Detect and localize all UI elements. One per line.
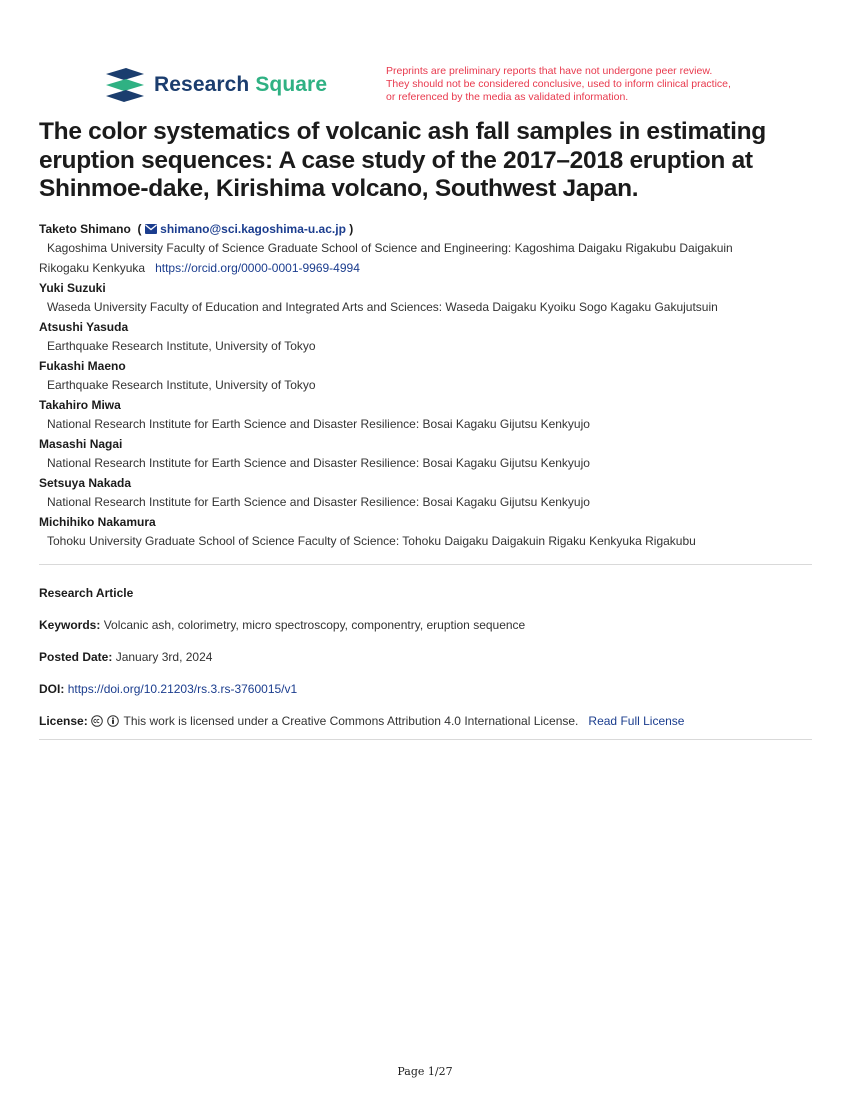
logo-wordmark [154,73,327,97]
preprint-disclaimer [386,65,786,104]
disclaimer-line: Preprints are preliminary reports that have not undergone peer review. [386,65,713,77]
license-text: This work is licensed under a Creative Commons Attribution 4.0 International License. [123,714,579,728]
author-affiliation: Earthquake Research Institute, University of Tokyo [47,378,316,392]
creative-commons-icon [91,715,103,727]
license-row [39,714,819,728]
author-entry [39,356,819,395]
author-email-link[interactable] [145,222,346,236]
doi-row [39,682,819,696]
posted-date-value: January 3rd, 2024 [115,650,213,664]
affiliation-line: Rikogaku Kenkyuka [39,260,146,275]
author-name: Setsuya Nakada [39,476,132,490]
keywords-value: Volcanic ash, colorimetry, micro spectroscopy, componentry, eruption sequence [103,618,526,632]
license-label: License: [39,714,88,728]
posted-date-row [39,650,819,664]
author-affiliation: Earthquake Research Institute, University of Tokyo [47,339,316,353]
author-name: Takahiro Miwa [39,398,121,412]
article-type-label: Research Article [39,586,134,600]
logo-word-research: Research [154,73,250,96]
read-full-license-link[interactable]: Read Full License [588,714,685,728]
disclaimer-line: They should not be considered conclusive, used to inform clinical practice, [386,78,731,90]
author-entry [39,512,819,551]
author-entry [39,395,819,434]
page-number: Page 1/27 [397,1065,453,1078]
author-name: Taketo Shimano [39,222,131,236]
doi-label: DOI: [39,682,65,696]
disclaimer-line: or referenced by the media as validated information. [386,91,629,103]
author-email: shimano@sci.kagoshima-u.ac.jp [160,222,346,236]
author-name: Michihiko Nakamura [39,515,156,529]
author-list [39,219,819,551]
research-square-logo[interactable] [104,68,327,102]
author-name: Masashi Nagai [39,437,123,451]
affiliation-line: Kagoshima University Faculty of Science Graduate School of Science and Engineering: Kagoshima Daigaku Rigakubu Daigakuin [47,241,733,255]
author-name: Yuki Suzuki [39,281,106,295]
author-entry [39,317,819,356]
author-name: Fukashi Maeno [39,359,126,373]
attribution-icon [107,715,119,727]
author-entry [39,434,819,473]
author-affiliation: National Research Institute for Earth Science and Disaster Resilience: Bosai Kagaku Gijutsu Kenkyujo [47,495,590,509]
paper-title: The color systematics of volcanic ash fall samples in estimating eruption sequences: A case study of the 2017–2018 eruption at Shinmoe-dake, Kirishima volcano, Southwest Japan. [39,118,766,202]
author-entry [39,219,819,278]
keywords-label: Keywords: [39,618,101,632]
article-type [39,586,819,600]
affiliation-line-cont [39,259,819,279]
author-affiliation: Waseda University Faculty of Education and Integrated Arts and Sciences: Waseda Daigaku Kyoiku Sogo Kagaku Gakujutsuin [47,300,718,314]
author-affiliation [39,239,819,278]
author-affiliation: Tohoku University Graduate School of Science Faculty of Science: Tohoku Daigaku Daigakuin Rigaku Kenkyuka Rigakubu [47,534,696,548]
orcid-link[interactable]: https://orcid.org/0000-0001-9969-4994 [155,260,360,275]
research-square-logo-icon [104,68,146,102]
author-name-line: Taketo Shimano ( shimano@sci.kagoshima-u.ac.jp ) [39,222,354,236]
author-affiliation: National Research Institute for Earth Science and Disaster Resilience: Bosai Kagaku Gijutsu Kenkyujo [47,417,590,431]
posted-date-label: Posted Date: [39,650,113,664]
keywords-row [39,618,819,632]
author-affiliation: National Research Institute for Earth Science and Disaster Resilience: Bosai Kagaku Gijutsu Kenkyujo [47,456,590,470]
envelope-icon [145,224,157,234]
author-name: Atsushi Yasuda [39,320,129,334]
author-entry [39,473,819,512]
doi-link[interactable]: https://doi.org/10.21203/rs.3.rs-3760015/v1 [67,682,298,696]
author-entry [39,278,819,317]
divider [39,739,812,740]
page-header [0,0,850,110]
divider [39,564,812,565]
logo-word-square: Square [255,73,328,96]
